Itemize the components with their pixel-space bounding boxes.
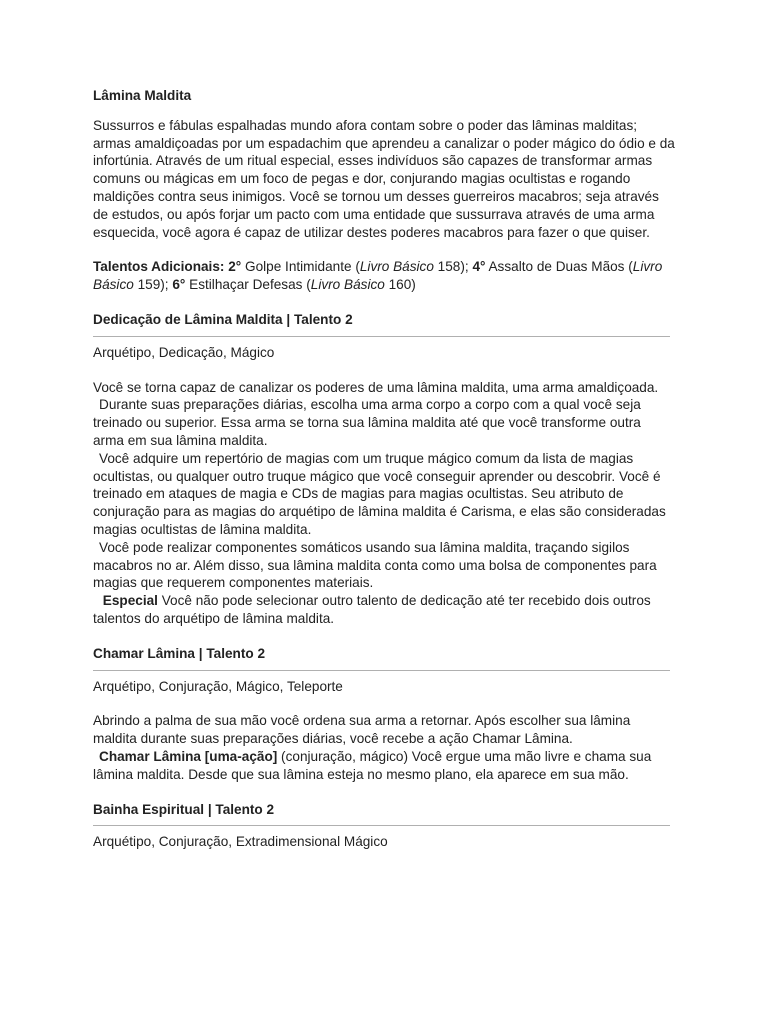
special-label: Especial [102,593,158,609]
talent-level-4: 4° [472,259,486,275]
archetype-title: Lâmina Maldita [93,88,192,103]
paragraph: Durante suas preparações diárias, escolha uma arma corpo a corpo com a qual você seja treinado ou superior. Essa arma se torna sua lâmina maldita até que você transforme outra arma em sua lâmina maldita. [93,397,641,448]
talent-level-6: 6° [172,277,186,293]
section-body [93,379,675,628]
section-divider [93,336,670,337]
section-divider [93,825,670,826]
talent-4-page: 159); [133,277,169,293]
action-label: Chamar Lâmina [uma-ação] [99,748,278,764]
section-title-chamar-lamina: Chamar Lâmina | Talento 2 [93,645,266,661]
document-page [93,87,675,851]
archetype-intro: Sussurros e fábulas espalhadas mundo afora contam sobre o poder das lâminas malditas; armas amaldiçoadas por um espadachim que aprendeu a canalizar o poder mágico do ódio e da infortúnia. Através de um ritual especial, esses indivíduos são capazes de transformar armas comuns ou mágicas em um foco de pegas e dor, conjurando magias ocultistas e rogando maldições contra seus inimigos. Você se tornou um desses guerreiros macabros; seja através de estudos, ou após forjar um pacto com uma entidade que sussurrava através de uma arma esquecida, você agora é capaz de utilizar destes poderes macabros para fazer o que quiser. [93,117,675,240]
additional-talents-label: Talentos Adicionais: [93,259,225,275]
paragraph: Abrindo a palma de sua mão você ordena sua arma a retornar. Após escolher sua lâmina maldita durante suas preparações diárias, você recebe a ação Chamar Lâmina. [93,713,631,747]
additional-talents [93,258,675,294]
book-reference: Livro Básico [359,259,434,275]
talent-6-page: 160) [384,277,416,293]
book-reference: Livro Básico [93,259,663,293]
action-text: (conjuração, mágico) Você ergue uma mão livre e chama sua lâmina maldita. Desde que sua lâmina esteja no mesmo plano, ela aparece em sua mão. [93,748,652,782]
action-paragraph [93,748,675,784]
section-title-dedicacao: Dedicação de Lâmina Maldita | Talento 2 [93,311,353,327]
talent-4-text: Assalto de Duas Mãos ( [485,259,633,275]
paragraph: Você adquire um repertório de magias com um truque mágico comum da lista de magias ocultistas, ou qualquer outro truque mágico que você conseguir aprender ou descobrir. Você é treinado em ataques de magia e CDs de magias para magias ocultistas. Seu atributo de conjuração para as magias do arquétipo de lâmina maldita é Carisma, e elas são consideradas magias ocultistas de lâmina maldita. [93,450,666,537]
paragraph: Você pode realizar componentes somáticos usando sua lâmina maldita, traçando sigilos macabros no ar. Além disso, sua lâmina maldita conta como uma bolsa de componentes para magias que requerem componentes materiais. [93,539,657,591]
section-title-bainha-espiritual: Bainha Espiritual | Talento 2 [93,801,275,817]
section-body [93,712,675,783]
special-paragraph [93,592,675,628]
section-traits: Arquétipo, Conjuração, Mágico, Teleporte [93,678,343,694]
talent-2-text: Golpe Intimidante ( [241,259,360,275]
talent-6-text: Estilhaçar Defesas ( [185,277,311,293]
section-traits: Arquétipo, Conjuração, Extradimensional Mágico [93,834,388,850]
paragraph: Você se torna capaz de canalizar os poderes de uma lâmina maldita, uma arma amaldiçoada. [93,379,659,395]
section-traits: Arquétipo, Dedicação, Mágico [93,344,275,360]
talent-level-2: 2° [228,259,242,275]
book-reference: Livro Básico [310,277,385,293]
talent-2-page: 158); [433,259,469,275]
special-text: Você não pode selecionar outro talento de dedicação até ter recebido dois outros talentos do arquétipo de lâmina maldita. [93,593,651,626]
section-divider [93,670,670,671]
